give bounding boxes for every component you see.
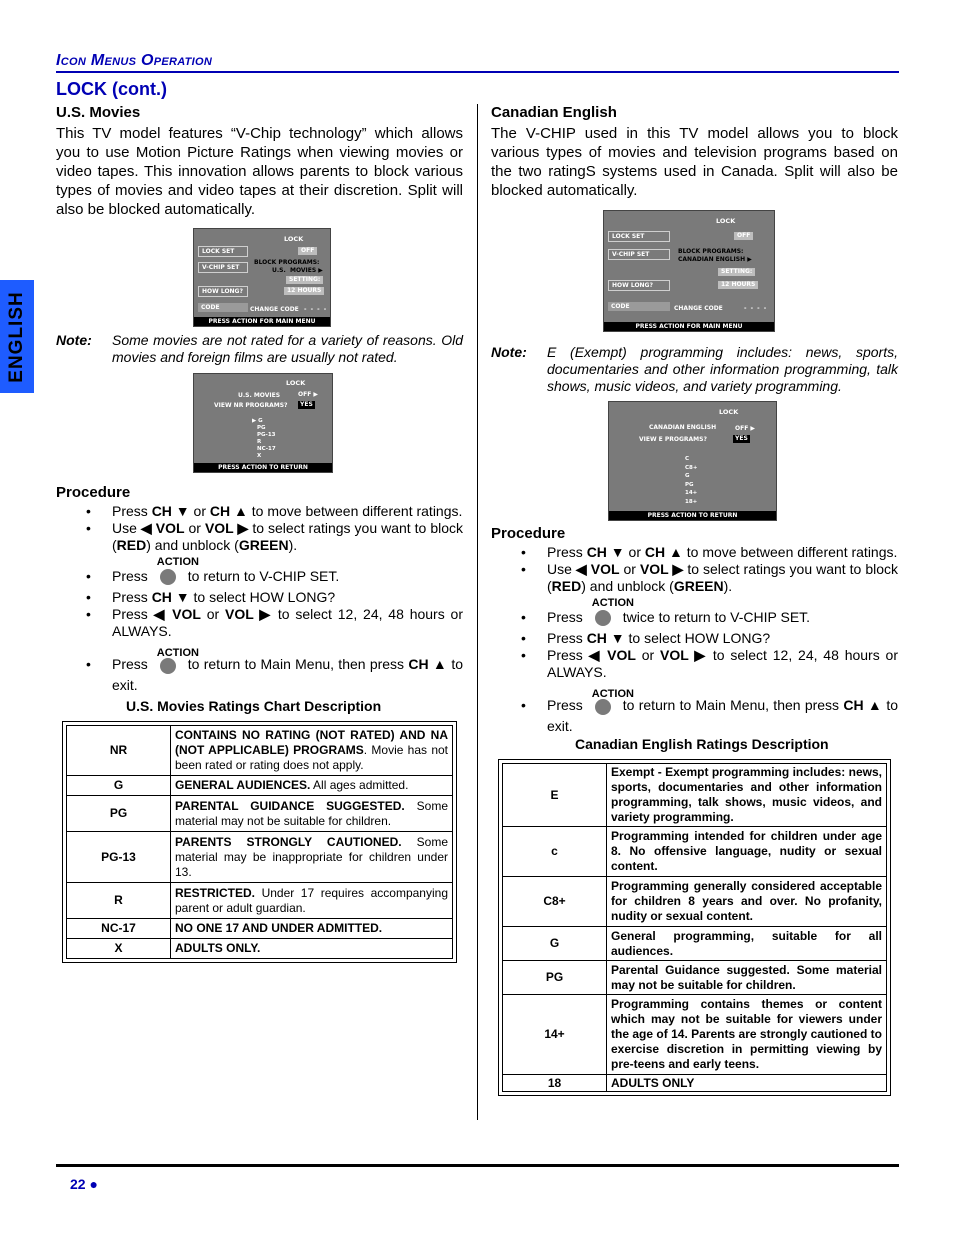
note-label: Note: [56,332,92,348]
osd-footer: PRESS ACTION TO RETURN [609,511,776,520]
step: • Use ◀ VOL or VOL ▶ to select ratings you want to block (RED) and unblock (GREEN). [491,561,898,595]
table-row: C8+ Programming generally considered acceptable for children 8 years and over. No profanity, nudity or sexual content. [503,877,887,927]
osd-change-code: CHANGE CODE [674,305,723,312]
us-movies-intro: This TV model features “V-Chip technology” which allows you to use Motion Picture Ratings when viewing movies or video tapes. This innovation allows parents to block various types of movies and video tapes at their discretion. Split will also be blocked automatically. [56,125,463,218]
osd-off: OFF [734,232,753,240]
osd-rating-list [252,418,276,460]
osd-rating: X [257,453,262,459]
osd-rating: PG [257,425,266,431]
osd-subtitle: U.S. MOVIES [238,392,281,399]
canadian-procedure [491,525,898,737]
table-row: c Programming intended for children under age 8. No offensive language, nudity or sexual content. [503,827,887,877]
table-row: E Exempt - Exempt programming includes: news, sports, documentaries and other information programming, talk shows, music videos, and variety programming. [503,764,887,827]
osd-rating: C [685,456,690,462]
action-button-icon: ACTION [595,699,611,715]
osd-lock-set: LOCK SET [608,231,670,242]
us-ratings-table [62,721,457,963]
osd-rating-list [685,455,697,506]
page-number: 22 ● [70,1176,98,1192]
osd-lock-set: LOCK SET [198,246,248,257]
language-tab [0,280,34,393]
osd-code: CODE [198,303,248,312]
osd-block-programs: BLOCK PROGRAMS: [678,248,744,255]
osd-view-nr: VIEW NR PROGRAMS? [214,402,288,409]
osd-footer: PRESS ACTION TO RETURN [194,463,332,472]
canadian-english-heading: Canadian English [491,104,617,121]
osd-footer: PRESS ACTION FOR MAIN MENU [194,317,330,326]
osd-change-code: CHANGE CODE [250,306,299,313]
osd-yes: YES [300,401,313,408]
procedure-heading: Procedure [491,525,566,542]
step: • Press ACTION to return to V-CHIP SET. [56,568,463,585]
osd-yes: YES [735,435,748,442]
step: • Press CH ▼ to select HOW LONG? [491,630,898,647]
osd-lock-canadian-menu [603,210,775,332]
osd-view-e: VIEW E PROGRAMS? [639,436,707,443]
step: • Press ◀ VOL or VOL ▶ to select 12, 24, 48 hours or ALWAYS. [491,647,898,681]
section-header: Icon Menus Operation [56,52,213,69]
step: • Press CH ▼ or CH ▲ to move between different ratings. [491,544,898,561]
us-movies-heading: U.S. Movies [56,104,141,121]
table-row: G GENERAL AUDIENCES. All ages admitted. [67,776,453,796]
osd-setting: SETTING: [718,268,755,276]
language-tab-label: ENGLISH [6,290,27,383]
table-row: NC-17 NO ONE 17 AND UNDER ADMITTED. [67,919,453,939]
osd-canadian-ratings [608,401,777,521]
table-row: PG PARENTAL GUIDANCE SUGGESTED. Some material may not be suitable for children. [67,796,453,832]
note-label: Note: [491,344,527,360]
osd-rating: G [685,473,690,479]
osd-code-dots: - - - - [744,305,768,312]
step: • Press CH ▼ to select HOW LONG? [56,589,463,606]
osd-code-dots: - - - - [304,306,328,313]
step: • Press ACTION twice to return to V-CHIP SET. [491,609,898,626]
osd-movies: MOVIES ▶ [290,267,323,274]
table-row: 18 ADULTS ONLY [503,1075,887,1092]
osd-setting: SETTING: [286,276,323,284]
osd-title: LOCK [716,217,736,225]
osd-vchip-set: V-CHIP SET [608,249,670,260]
osd-code: CODE [608,302,670,311]
osd-rating: 18+ [685,498,698,505]
osd-title: LOCK [284,235,304,243]
osd-vchip-set: V-CHIP SET [198,262,248,273]
osd-rating: C8+ [685,464,698,471]
osd-us-movies-ratings [193,373,333,473]
osd-rating: PG [685,481,694,488]
page-title: LOCK (cont.) [56,79,167,99]
right-column [491,104,898,200]
footer-rule [56,1164,899,1167]
us-table-title: U.S. Movies Ratings Chart Description [126,698,382,714]
osd-rating: NC-17 [257,446,276,452]
step: • Press ◀ VOL or VOL ▶ to select 12, 24, 48 hours or ALWAYS. [56,606,463,640]
canadian-note [491,344,898,395]
table-row: PG-13 PARENTS STRONGLY CAUTIONED. Some material may be inappropriate for children under 13. [67,832,453,883]
osd-us: U.S. [272,267,286,274]
canadian-table-title: Canadian English Ratings Description [575,736,829,752]
osd-hours: 12 HOURS [718,281,758,289]
table-row: 14+ Programming contains themes or content which may not be suitable for viewers under the age of 14. Parents are strongly cautioned to exercise discretion in permitting viewing by pre-teens and early teens. [503,995,887,1075]
osd-off: OFF ▶ [298,391,319,398]
action-button-icon: ACTION [595,610,611,626]
table-row: NR CONTAINS NO RATING (NOT RATED) AND NA (NOT APPLICABLE) PROGRAMS. Movie has not been rated or rating does not apply. [67,726,453,776]
step: • Use ◀ VOL or VOL ▶ to select ratings you want to block (RED) and unblock (GREEN). [56,520,463,554]
osd-canadian-english: CANADIAN ENGLISH ▶ [678,256,752,263]
table-row: R RESTRICTED. Under 17 requires accompanying parent or adult guardian. [67,883,453,919]
osd-block-programs: BLOCK PROGRAMS: [254,259,320,266]
osd-title: LOCK [286,379,306,387]
canadian-english-intro: The V-CHIP used in this TV model allows you to block various types of movies and television programs based on the two ratingS systems used in Canada. Split will also be blocked automatically. [491,125,898,199]
osd-how-long: HOW LONG? [198,286,248,297]
osd-lock-us-menu [193,228,331,327]
osd-subtitle: CANADIAN ENGLISH [649,424,717,431]
left-column [56,104,463,219]
table-row: PG Parental Guidance suggested. Some material may not be suitable for children. [503,961,887,995]
osd-rating: PG-13 [257,432,276,438]
osd-off: OFF [298,247,317,255]
us-movies-procedure [56,484,463,696]
table-row: X ADULTS ONLY. [67,939,453,959]
osd-title: LOCK [719,408,739,416]
note-text: Some movies are not rated for a variety of reasons. Old movies and foreign films are usually not rated. [112,332,463,365]
osd-rating: 14+ [685,490,698,496]
table-row: G General programming, suitable for all audiences. [503,927,887,961]
osd-hours: 12 HOURS [284,287,324,295]
action-button-icon: ACTION [160,658,176,674]
header-rule [56,71,899,73]
column-divider [477,104,478,1120]
osd-off: OFF ▶ [735,425,756,432]
step: • Press ACTION to return to Main Menu, then press CH ▲ to exit. [56,654,463,696]
osd-how-long: HOW LONG? [608,280,670,291]
step: • Press ACTION to return to Main Menu, then press CH ▲ to exit. [491,695,898,737]
procedure-heading: Procedure [56,484,131,501]
osd-rating: R [257,439,262,445]
us-movies-note [56,332,463,366]
osd-footer: PRESS ACTION FOR MAIN MENU [604,322,774,331]
action-button-icon: ACTION [160,569,176,585]
note-text: E (Exempt) programming includes: news, sports, documentaries and other information programming, talk shows, music videos, and variety programming. [547,344,898,394]
step: • Press CH ▼ or CH ▲ to move between different ratings. [56,503,463,520]
canadian-ratings-table [498,759,891,1096]
osd-rating: ▶ G [252,418,263,424]
